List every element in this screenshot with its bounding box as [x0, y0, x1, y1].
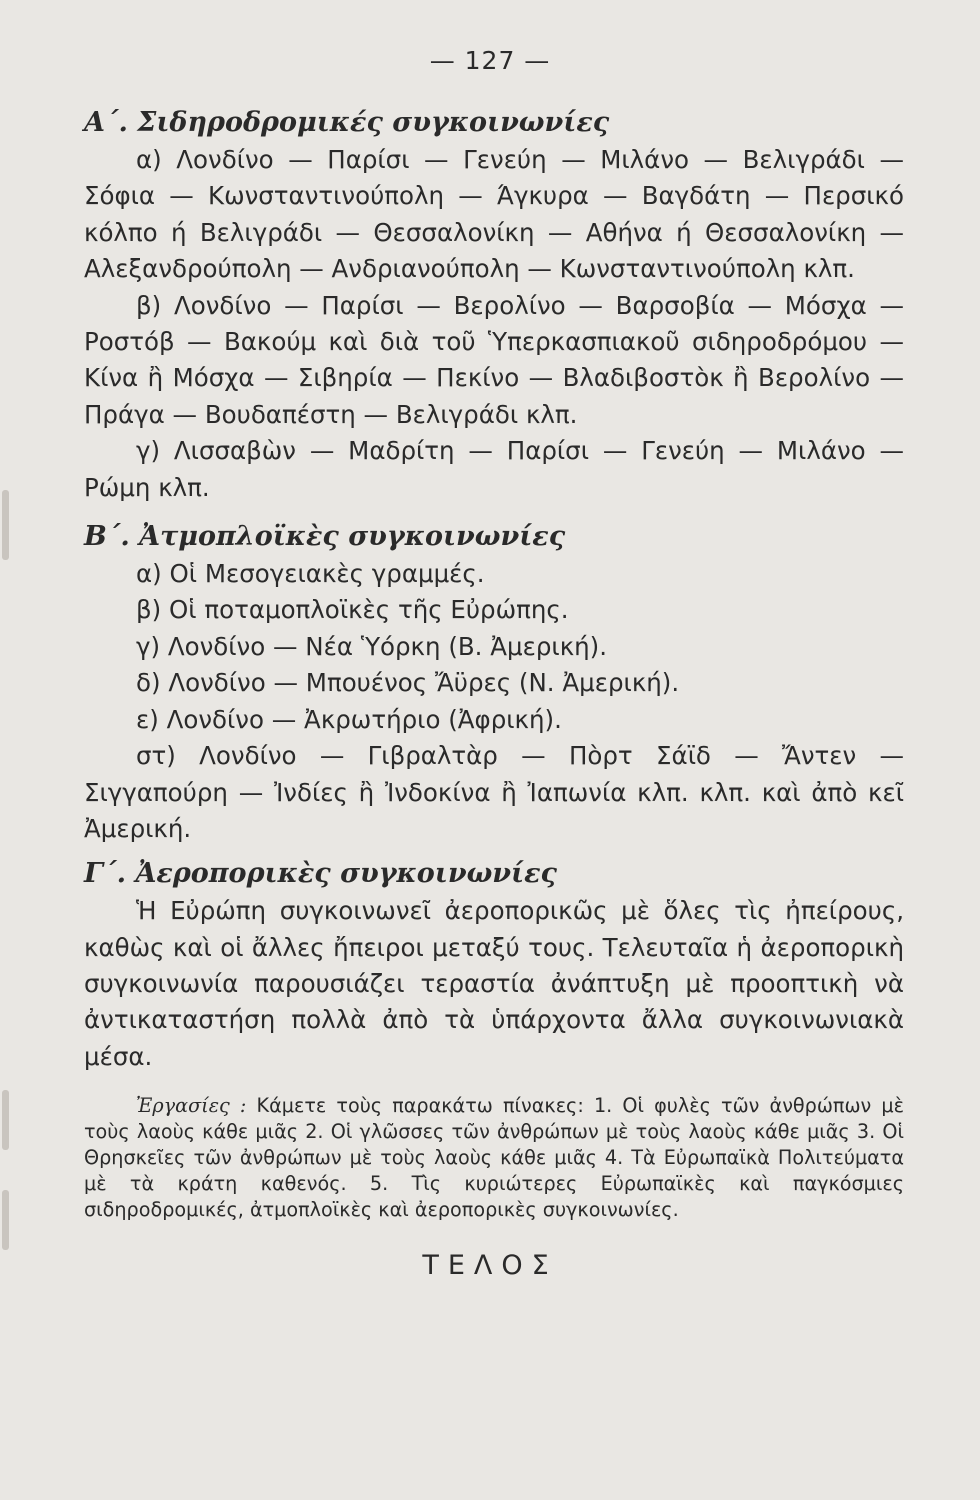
route-item: α) Λονδίνο — Παρίσι — Γενεύη — Μιλάνο — Βελιγράδι — Σόφια — Κωνσταντινούπολη — Άγκυρα — Βαγδάτη — Περσικό κόλπο ή Βελιγράδι — Θεσσαλονίκη — Αθήνα ή Θεσσαλονίκη — Αλεξανδρούπολη — Ανδριανούπολη — Κωνσταντινούπολη κλπ. [84, 145, 904, 284]
exercises-text: Κάμετε τοὺς παρακάτω πίνακες: 1. Οἱ φυλὲς τῶν ἀνθρώπων μὲ τοὺς λαοὺς κάθε μιᾶς 2. Οἱ γλῶσσες τῶν ἀνθρώπων μὲ τοὺς λαοὺς κάθε μιᾶς 3. Οἱ Θρησκεῖες τῶν ἀνθρώπων μὲ τοὺς λαοὺς κάθε μιᾶς 4. Τὰ Εὐρωπαϊκὰ Πολιτεύματα μὲ τὰ κράτη καθενός. 5. Τὶς κυριώτερες Εὐρωπαϊκὲς καὶ παγκόσμιες σιδηροδρομικές, ἀτμοπλοϊκὲς καὶ ἀεροπορικὲς συγκοινωνίες. [84, 1093, 904, 1221]
binding-mark [2, 490, 9, 560]
air-paragraph: Ἡ Εὐρώπη συγκοινωνεῖ ἀεροπορικῶς μὲ ὅλες τὶς ἠπείρους, καθὼς καὶ οἱ ἄλλες ἤπειροι μεταξύ τους. Τελευταῖα ἡ ἀεροπορικὴ συγκοινωνία παρουσιάζει τεραστία ἀνάπτυξη μὲ προοπτικὴ νὰ ἀντικαταστήση πολλὰ ἀπὸ τὰ ὑπάρχοντα ἄλλα συγκοινωνιακὰ μέσα. [84, 896, 904, 1071]
page-number: — 127 — [429, 46, 551, 75]
route-item: ε) Λονδίνο — Ἀκρωτήριο (Ἀφρική). [136, 704, 562, 734]
route-item: β) Λονδίνο — Παρίσι — Βερολίνο — Βαρσοβία — Μόσχα — Ροστόβ — Βακούμ καὶ διὰ τοῦ Ὑπερκασπιακοῦ σιδηροδρόμου — Κίνα ἢ Μόσχα — Σιβηρία — Πεκίνο — Βλαδιβοστὸκ ἢ Βερολίνο — Πράγα — Βουδαπέστη — Βελιγράδι κλπ. [84, 290, 904, 429]
route-item: στ) Λονδίνο — Γιβραλτὰρ — Πὸρτ Σάϊδ — Ἄντεν — Σιγγαπούρη — Ἰνδίες ἢ Ἰνδοκίνα ἢ Ἰαπωνία κλπ. κλπ. καὶ ἀπὸ κεῖ Ἀμερική. [84, 741, 904, 843]
section-heading-air: Γ΄. Ἀεροπορικὲς συγκοινωνίες [84, 858, 557, 890]
section-heading-shipping: Β΄. Ἀτμοπλοϊκὲς συγκοινωνίες [84, 521, 566, 553]
page-body [84, 104, 904, 1223]
route-item: γ) Λισσαβὼν — Μαδρίτη — Παρίσι — Γενεύη — Μιλάνο — Ρώμη κλπ. [84, 436, 904, 502]
binding-mark [2, 1090, 9, 1150]
shipping-routes [84, 556, 904, 847]
section-heading-railways: Α΄. Σιδηροδρομικές συγκοινωνίες [84, 107, 610, 138]
route-item: δ) Λονδίνο — Μπουένος Ἄϋρες (Ν. Ἀμερική). [136, 668, 680, 698]
route-item: β) Οἱ ποταμοπλοϊκὲς τῆς Εὐρώπης. [136, 595, 569, 625]
railway-routes [84, 142, 904, 506]
binding-marks [0, 470, 14, 1250]
binding-mark [2, 1190, 9, 1250]
exercises-note [84, 1093, 904, 1223]
end-title: ΤΕΛΟΣ [422, 1250, 558, 1281]
route-item: α) Οἱ Μεσογειακὲς γραμμές. [136, 559, 485, 589]
route-item: γ) Λονδίνο — Νέα Ὑόρκη (Β. Ἀμερική). [136, 631, 608, 661]
exercises-label: Ἐργασίες : [136, 1093, 247, 1117]
